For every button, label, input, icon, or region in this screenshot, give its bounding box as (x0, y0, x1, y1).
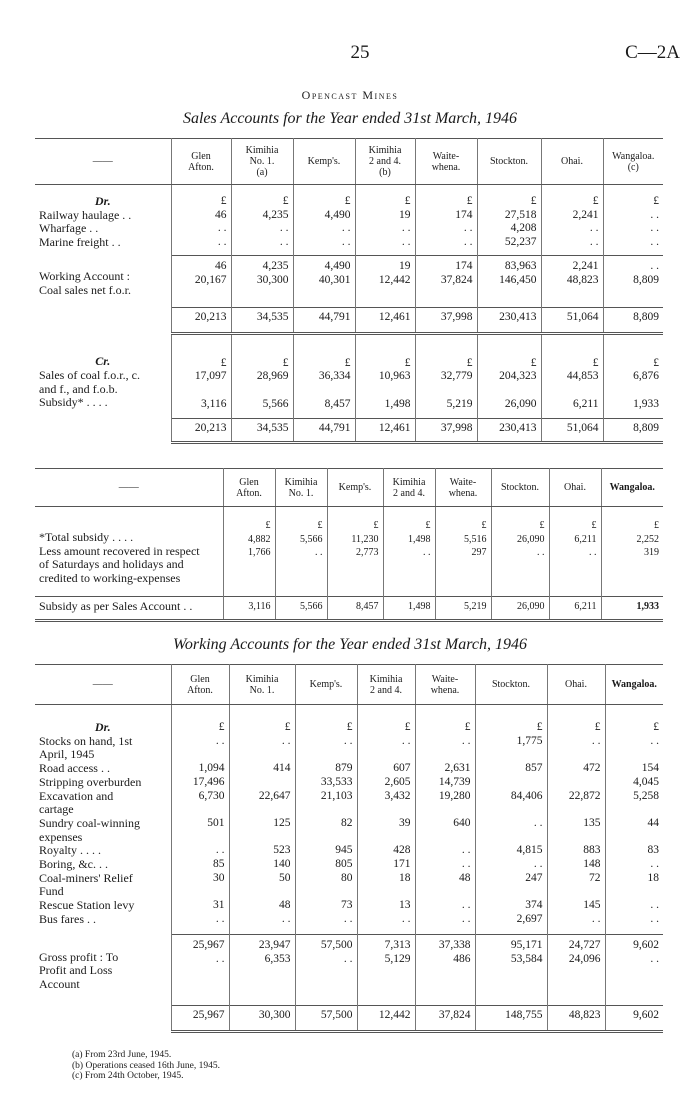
dr-total-kemps: 44,791 (293, 307, 355, 333)
wa-wangaloa: . . 8,809 (603, 256, 663, 307)
cr-total-kemps: 44,791 (293, 418, 355, 442)
dr-values-kemps: £ 4,490 . . . . (293, 185, 355, 256)
dr-total-kimihia24: 12,461 (355, 307, 415, 333)
gross-profit-label: Gross profit : To Profit and Loss Account (35, 935, 171, 1006)
sub-col-kemps: Kemp's. (327, 469, 383, 507)
cr-total-glen: 20,213 (171, 418, 231, 442)
gp-waitewhena: 37,338 486 (415, 935, 475, 1006)
gp-kimihia24: 7,313 5,129 (357, 935, 415, 1006)
wk-kemps: £ . . 879 33,533 21,103 82 945 805 80 73 . . (295, 705, 357, 935)
cr-label-text: Sales of coal f.o.r., c. and f., and f.o.b. Subsidy* . . . . (39, 367, 140, 410)
cr-labels (35, 333, 171, 418)
col-kemps: Kemp's. (293, 139, 355, 185)
working-dr-block (35, 705, 663, 935)
wk-kimihia1: £ . . 414 22,647 125 523 140 50 48 . . (229, 705, 295, 935)
wk-col-wangaloa: Wangaloa. (605, 665, 663, 705)
cr-values-glen: £ 17,097 3,116 (171, 333, 231, 418)
cr-values-wangaloa: £ 6,876 1,933 (633, 356, 659, 410)
working-total-spacer (35, 1006, 171, 1032)
footnote-b: (b) Operations ceased 16th June, 1945. (72, 1060, 221, 1071)
subsidy-table (35, 468, 663, 622)
dr-heading: Dr. (94, 194, 111, 208)
sub-kimihia24: £ 1,498 . . (383, 507, 435, 597)
subsidy-labels: *Total subsidy . . . . Less amount recovered in respect of Saturdays and holidays and credited to working-expenses (35, 507, 223, 597)
working-account-label: Working Account : Coal sales net f.o.r. (35, 256, 171, 307)
sub-total-kimihia1: 5,566 (275, 596, 327, 620)
wa-glen: 46 20,167 (171, 256, 231, 307)
gp-stockton: 95,171 53,584 (475, 935, 547, 1006)
sub-col-kimihia24: Kimihia 2 and 4. (383, 469, 435, 507)
wk-total-ohai: 48,823 (547, 1006, 605, 1032)
wk-col-kimihia1: Kimihia No. 1. (229, 665, 295, 705)
col-stockton: Stockton. (477, 139, 541, 185)
dr-total-kimihia1: 34,535 (231, 307, 293, 333)
wa-kimihia1: 4,235 30,300 (231, 256, 293, 307)
sub-stockton: £ 26,090 . . (491, 507, 549, 597)
dr-total-waitewhena: 37,998 (415, 307, 477, 333)
wk-ohai: £ . . 472 22,872 135 883 148 72 145 . . (547, 705, 605, 935)
dr-values-wangaloa: £ . . . . . . (650, 195, 659, 249)
cr-total-waitewhena: 37,998 (415, 418, 477, 442)
wk-wangaloa: £ . . 154 4,045 5,258 44 83 . . 18 . . . . (633, 721, 659, 925)
dr-total-row (35, 307, 663, 333)
dr-labels (35, 185, 171, 256)
footnote-a: (a) From 23rd June, 1945. (72, 1050, 172, 1060)
sub-col-waitewhena: Waite- whena. (435, 469, 491, 507)
gp-ohai: 24,727 24,096 (547, 935, 605, 1006)
working-header-row (35, 665, 663, 705)
sub-col-stockton: Stockton. (491, 469, 549, 507)
wk-total-kemps: 57,500 (295, 1006, 357, 1032)
cr-values-kemps: £ 36,334 8,457 (293, 333, 355, 418)
wk-total-waitewhena: 37,824 (415, 1006, 475, 1032)
gp-glen: 25,967 . . (171, 935, 229, 1006)
wa-kimihia24: 19 12,442 (355, 256, 415, 307)
gross-profit-row (35, 935, 663, 1006)
sub-col-wangaloa: Wangaloa. (601, 469, 663, 507)
page-header (0, 42, 700, 66)
wk-glen: £ . . 1,094 17,496 6,730 501 . . 85 30 31 . . (171, 705, 229, 935)
dr-total-ohai: 51,064 (541, 307, 603, 333)
wk-col-glen: Glen Afton. (171, 665, 229, 705)
sub-glen: £ 4,882 1,766 (223, 507, 275, 597)
cr-total-row (35, 418, 663, 442)
subsidy-detail-row (35, 507, 663, 597)
cr-total-ohai: 51,064 (541, 418, 603, 442)
cr-total-wangaloa: 8,809 (603, 418, 663, 442)
sales-caption: Sales Accounts for the Year ended 31st March, 1946 (182, 110, 518, 127)
col-waitewhena: Waite- whena. (415, 139, 477, 185)
dr-values-waitewhena: £ 174 . . . . (415, 185, 477, 256)
sub-waitewhena: £ 5,516 297 (435, 507, 491, 597)
working-accounts-table (35, 664, 663, 1033)
wk-col-kemps: Kemp's. (295, 665, 357, 705)
cr-total-stockton: 230,413 (477, 418, 541, 442)
sub-total-waitewhena: 5,219 (435, 596, 491, 620)
col-kimihia-1: Kimihia No. 1. (a) (231, 139, 293, 185)
sub-col-kimihia1: Kimihia No. 1. (275, 469, 327, 507)
dr-total-spacer (35, 307, 171, 333)
wk-col-stockton: Stockton. (475, 665, 547, 705)
gp-kemps: 57,500 . . (295, 935, 357, 1006)
footnotes (72, 1050, 220, 1082)
header-dash: —— (35, 139, 171, 185)
footnote-c: (c) From 24th October, 1945. (72, 1071, 184, 1081)
sub-wangaloa: £ 2,252 319 (636, 520, 659, 559)
wa-kemps: 4,490 40,301 (293, 256, 355, 307)
working-total-row (35, 1006, 663, 1032)
cr-total-spacer (35, 418, 171, 442)
dr-values-glen: £ 46 . . . . (171, 185, 231, 256)
cr-values-stockton: £ 204,323 26,090 (477, 333, 541, 418)
sales-accounts-table (35, 138, 663, 444)
wa-waitewhena: 174 37,824 (415, 256, 477, 307)
sub-col-glen: Glen Afton. (223, 469, 275, 507)
sub-total-kimihia24: 1,498 (383, 596, 435, 620)
subsidy-header-dash: —— (35, 469, 223, 507)
working-caption: Working Accounts for the Year ended 31st March, 1946 (173, 636, 527, 653)
dr-values-kimihia1: £ 4,235 . . . . (231, 185, 293, 256)
working-label-text: Stocks on hand, 1st April, 1945 Road access . . Stripping overburden Excavation and cartage Sundry coal-winning expenses Royalty . . . . Boring, &c. . . Coal-miners' Relief Fund Rescue Station levy Bus fares . . (39, 733, 142, 926)
wk-col-ohai: Ohai. (547, 665, 605, 705)
sub-total-glen: 3,116 (223, 596, 275, 620)
dr-values-stockton: £ 27,518 4,208 52,237 (477, 185, 541, 256)
sub-ohai: £ 6,211 . . (549, 507, 601, 597)
cr-total-kimihia24: 12,461 (355, 418, 415, 442)
gp-wangaloa: 9,602 . . (605, 935, 663, 1006)
dr-values-kimihia24: £ 19 . . . . (355, 185, 415, 256)
subsidy-total-row (35, 596, 663, 620)
sub-kimihia1: £ 5,566 . . (275, 507, 327, 597)
dr-block (35, 185, 663, 256)
cr-values-waitewhena: £ 32,779 5,219 (415, 333, 477, 418)
wa-stockton: 83,963 146,450 (477, 256, 541, 307)
dr-total-glen: 20,213 (171, 307, 231, 333)
cr-total-kimihia1: 34,535 (231, 418, 293, 442)
gp-kimihia1: 23,947 6,353 (229, 935, 295, 1006)
wk-total-stockton: 148,755 (475, 1006, 547, 1032)
wk-col-kimihia24: Kimihia 2 and 4. (357, 665, 415, 705)
cr-values-ohai: £ 44,853 6,211 (541, 333, 603, 418)
dr-total-stockton: 230,413 (477, 307, 541, 333)
wa-ohai: 2,241 48,823 (541, 256, 603, 307)
wk-waitewhena: £ . . 2,631 14,739 19,280 640 . . . . 48 . . . . (415, 705, 475, 935)
wk-kimihia24: £ . . 607 2,605 3,432 39 428 171 18 13 . . (357, 705, 415, 935)
wk-total-wangaloa: 9,602 (605, 1006, 663, 1032)
cr-values-kimihia24: £ 10,963 1,498 (355, 333, 415, 418)
cr-heading: Cr. (95, 354, 111, 369)
col-ohai: Ohai. (541, 139, 603, 185)
wk-total-kimihia24: 12,442 (357, 1006, 415, 1032)
subsidy-header-row (35, 469, 663, 507)
dr-values-ohai: £ 2,241 . . . . (541, 185, 603, 256)
sub-col-ohai: Ohai. (549, 469, 601, 507)
col-glen-afton: Glen Afton. (171, 139, 231, 185)
col-kimihia-2-4: Kimihia 2 and 4. (b) (355, 139, 415, 185)
working-account-row (35, 256, 663, 307)
section-title: Opencast Mines (301, 88, 399, 102)
sub-kemps: £ 11,230 2,773 (327, 507, 383, 597)
cr-values-kimihia1: £ 28,969 5,566 (231, 333, 293, 418)
subsidy-total-label: Subsidy as per Sales Account . . (35, 596, 223, 620)
working-labels (35, 705, 171, 935)
sub-total-ohai: 6,211 (549, 596, 601, 620)
wk-total-kimihia1: 30,300 (229, 1006, 295, 1032)
wk-stockton: £ 1,775 857 84,406 . . 4,815 . . 247 374 2,697 (475, 705, 547, 935)
dr-total-wangaloa: 8,809 (603, 307, 663, 333)
sub-total-stockton: 26,090 (491, 596, 549, 620)
working-header-dash: —— (35, 665, 171, 705)
wk-col-waitewhena: Waite- whena. (415, 665, 475, 705)
cr-block (35, 333, 663, 418)
document-code: C—2A (625, 42, 680, 63)
page-number: 25 (350, 42, 370, 63)
working-dr-heading: Dr. (94, 720, 111, 734)
col-wangaloa: Wangaloa. (c) (603, 139, 663, 185)
sub-total-wangaloa: 1,933 (601, 596, 663, 620)
dr-label-text: Railway haulage . . Wharfage . . Marine freight . . (39, 207, 132, 250)
wk-total-glen: 25,967 (171, 1006, 229, 1032)
sub-total-kemps: 8,457 (327, 596, 383, 620)
sales-header-row (35, 139, 663, 185)
